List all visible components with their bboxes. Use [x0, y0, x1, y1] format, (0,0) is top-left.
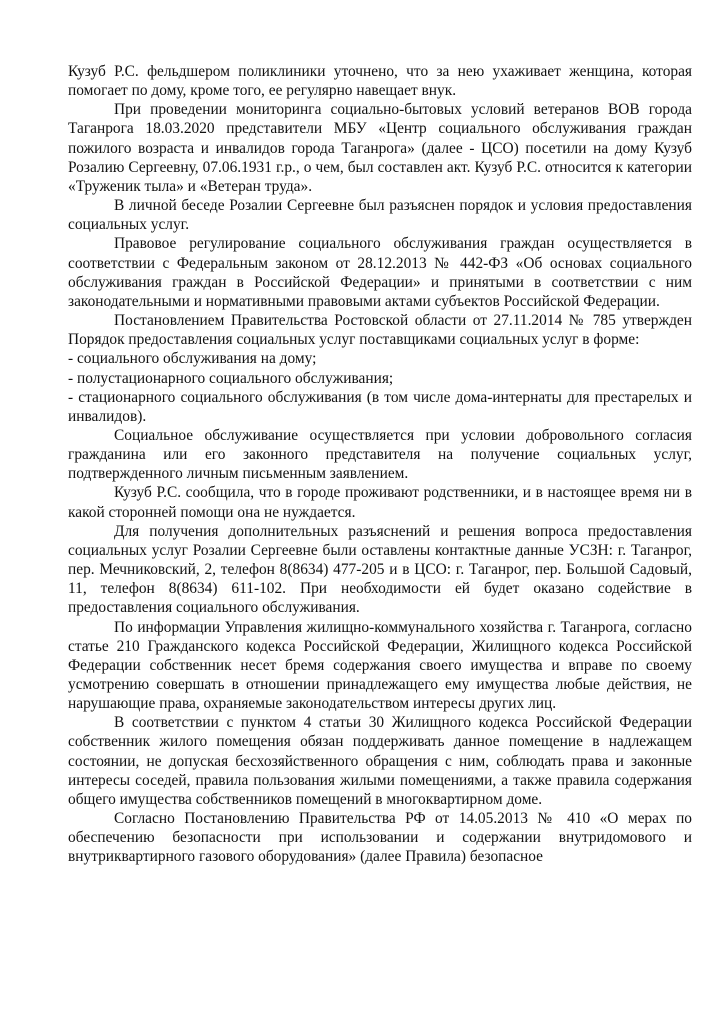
paragraph-monitoring-visit: При проведении мониторинга социально-бытовых условий ветеранов ВОВ города Таганрога 18.03.2020 представители МБУ «Центр социального обслуживания граждан пожилого возраста и инвалидов города Таганрога» (далее - ЦСО) посетили на дому Кузуб Розалию Сергеевну, 07.06.1931 г.р., о чем, был составлен акт. Кузуб Р.С. относится к категории «Труженик тыла» и «Ветеран труда».	[68, 101, 692, 195]
list-item: - полустационарного социального обслуживания;	[68, 369, 394, 387]
list-item: - стационарного социального обслуживания (в том числе дома-интернаты для престарелых и инвалидов).	[68, 388, 692, 425]
paragraph-regional-resolution: Постановлением Правительства Ростовской области от 27.11.2014 № 785 утвержден Порядок предоставления социальных услуг поставщиками социальных услуг в форме:	[68, 312, 692, 349]
paragraph-housing-code: В соответствии с пунктом 4 статьи 30 Жилищного кодекса Российской Федерации собственник жилого помещения обязан поддерживать данное помещение в надлежащем состоянии, не допуская бесхозяйственного обращения с ним, соблюдать права и законные интересы соседей, правила пользования жилыми помещениями, а также правила содержания общего имущества собственников помещений в многоквартирном доме.	[68, 714, 692, 808]
service-forms-list	[68, 349, 692, 426]
paragraph-contact-details: Для получения дополнительных разъяснений и решения вопроса предоставления социальных услуг Розалии Сергеевне были оставлены контактные данные УСЗН: г. Таганрог, пер. Мечниковский, 2, телефон 8(8634) 477-205 и в ЦСО: г. Таганрог, пер. Большой Садовый, 11, телефон 8(8634) 611-102. При необходимости ей будет оказано содействие в предоставления социального обслуживания.	[68, 522, 692, 617]
paragraph-legal-regulation: Правовое регулирование социального обслуживания граждан осуществляется в соответствии с Федеральным законом от 28.12.2013 № 442-ФЗ «Об основах социального обслуживания граждан в Российской Федерации» и принятыми в соответствии с ним законодательными и нормативными правовыми актами субъектов Российской Федерации.	[68, 235, 692, 310]
document-page	[68, 62, 692, 867]
paragraph-care-info: Кузуб Р.С. фельдшером поликлиники уточнено, что за нею ухаживает женщина, которая помогает по дому, кроме того, ее регулярно навещает внук.	[68, 63, 692, 100]
paragraph-relatives: Кузуб Р.С. сообщила, что в городе проживают родственники, и в настоящее время ни в какой сторонней помощи она не нуждается.	[68, 484, 692, 521]
list-item: - социального обслуживания на дому;	[68, 350, 317, 368]
paragraph-personal-conversation: В личной беседе Розалии Сергеевне был разъяснен порядок и условия предоставления социальных услуг.	[68, 197, 692, 234]
paragraph-gas-safety: Согласно Постановлению Правительства РФ от 14.05.2013 № 410 «О мерах по обеспечению безопасности при использовании и содержании внутридомового и внутриквартирного газового оборудования» (далее Правила) безопасное	[68, 810, 692, 866]
paragraph-voluntary-consent: Социальное обслуживание осуществляется при условии добровольного согласия гражданина или его законного представителя на получение социальных услуг, подтвержденного личным письменным заявлением.	[68, 426, 692, 483]
paragraph-housing-info: По информации Управления жилищно-коммунального хозяйства г. Таганрога, согласно статье 210 Гражданского кодекса Российской Федерации, Жилищного кодекса Российской Федерации собственник несет бремя содержания своего имущества и вправе по своему усмотрению совершать в отношении принадлежащего ему имущества любые действия, не нарушающие права, охраняемые законодательством интересы других лиц.	[68, 618, 692, 713]
